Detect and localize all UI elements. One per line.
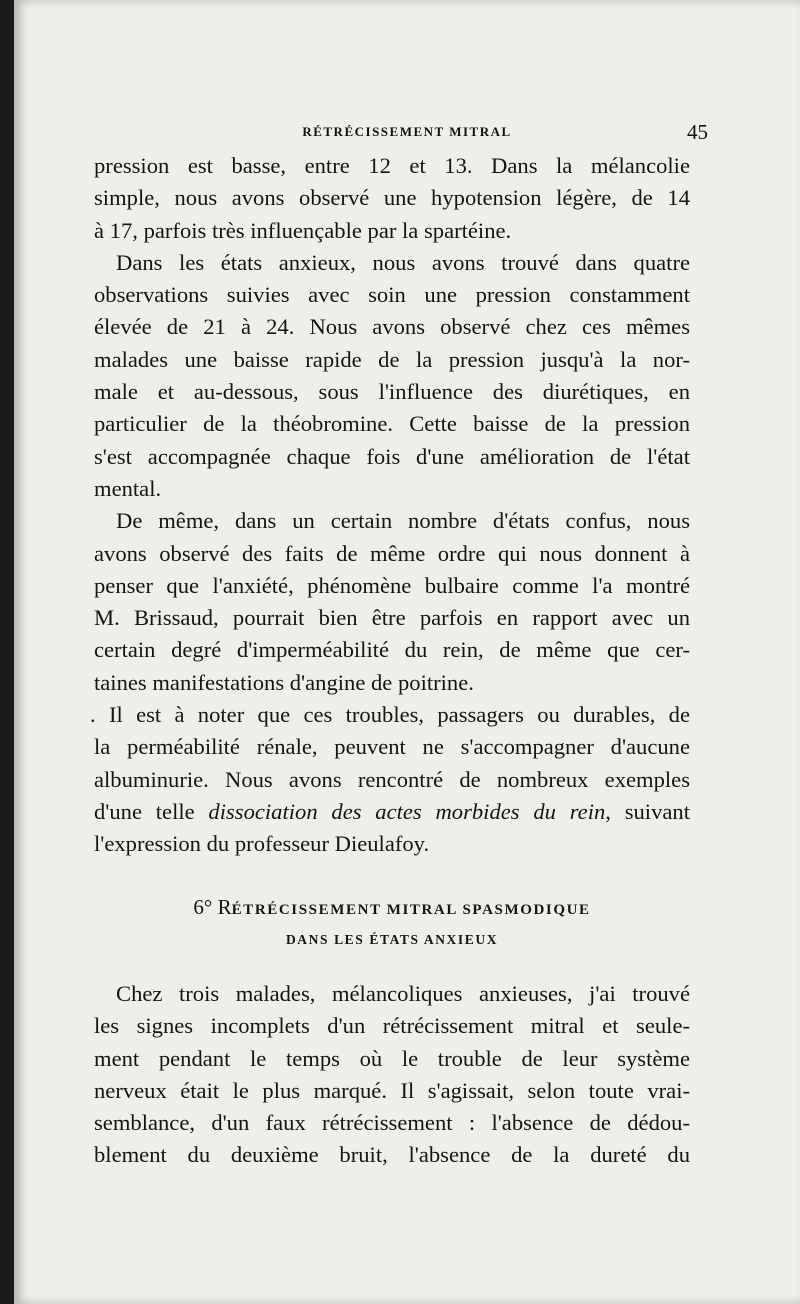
text-line: observations suivies avec soin une pression constamment [94, 282, 690, 308]
section-heading [94, 895, 690, 920]
text-run: , suivant [605, 798, 690, 824]
body-text-bottom [94, 978, 690, 1172]
text-run: d'une telle [94, 798, 209, 824]
text-line: penser que l'anxiété, phénomène bulbaire comme l'a montré [94, 572, 690, 598]
text-line: l'expression du professeur Dieulafoy. [94, 831, 430, 857]
text-line: à 17, parfois très influençable par la spartéine. [94, 217, 512, 243]
section-title-rest: ÉTRÉCISSEMENT MITRAL SPASMODIQUE [231, 902, 591, 918]
running-head [108, 120, 706, 144]
text-line [94, 796, 690, 828]
text-line: particulier de la théobromine. Cette baisse de la pression [94, 411, 690, 437]
text-line: les signes incomplets d'un rétrécissement mitral et seule- [94, 1013, 690, 1039]
text-line: simple, nous avons observé une hypotension légère, de 14 [94, 185, 690, 211]
body-text-top [90, 150, 690, 861]
text-line: mental. [94, 475, 162, 501]
paragraph-2 [94, 247, 690, 505]
text-line: De même, dans un certain nombre d'états confus, nous [116, 508, 690, 534]
text-line: male et au-dessous, sous l'influence des diurétiques, en [94, 379, 690, 405]
text-line: élevée de 21 à 24. Nous avons observé chez ces mêmes [94, 314, 690, 340]
section-number: 6° [193, 895, 213, 919]
section-title-initial: R [217, 895, 232, 919]
text-line: taines manifestations d'angine de poitrine. [94, 669, 474, 695]
text-line: nerveux était le plus marqué. Il s'agissait, selon toute vrai- [94, 1077, 690, 1103]
paragraph-4 [90, 699, 690, 860]
text-line: M. Brissaud, pourrait bien être parfois en rapport avec un [94, 605, 690, 631]
text-line: malades une baisse rapide de la pression jusqu'à la nor- [94, 346, 690, 372]
text-line: Dans les états anxieux, nous avons trouvé dans quatre [116, 249, 690, 275]
text-line: blement du deuxième bruit, l'absence de la dureté du [94, 1142, 690, 1168]
page-number: 45 [687, 120, 708, 144]
text-line: pression est basse, entre 12 et 13. Dans la mélancolie [94, 153, 690, 178]
text-line: avons observé des faits de même ordre qui nous donnent à [94, 540, 690, 566]
text-line: ment pendant le temps où le trouble de leur système [94, 1045, 690, 1071]
paragraph-3 [94, 505, 690, 699]
paragraph-5 [94, 978, 690, 1172]
paragraph-1 [94, 150, 690, 247]
text-line: la perméabilité rénale, peuvent ne s'accompagner d'aucune [94, 734, 690, 760]
text-line: albuminurie. Nous avons rencontré de nombreux exemples [94, 766, 690, 792]
text-line: Chez trois malades, mélancoliques anxieuses, j'ai trouvé [116, 981, 690, 1006]
text-line: s'est accompagnée chaque fois d'une amélioration de l'état [94, 443, 690, 469]
text-line: semblance, d'un faux rétrécissement : l'absence de dédou- [94, 1110, 690, 1136]
section-subheading: DANS LES ÉTATS ANXIEUX [285, 932, 499, 947]
text-line: . Il est à noter que ces troubles, passagers ou durables, de [90, 702, 690, 728]
running-head-title: RÉTRÉCISSEMENT MITRAL [302, 124, 512, 139]
italic-phrase: dissociation des actes morbides du rein [208, 798, 606, 824]
text-line: certain degré d'imperméabilité du rein, de même que cer- [94, 637, 690, 663]
